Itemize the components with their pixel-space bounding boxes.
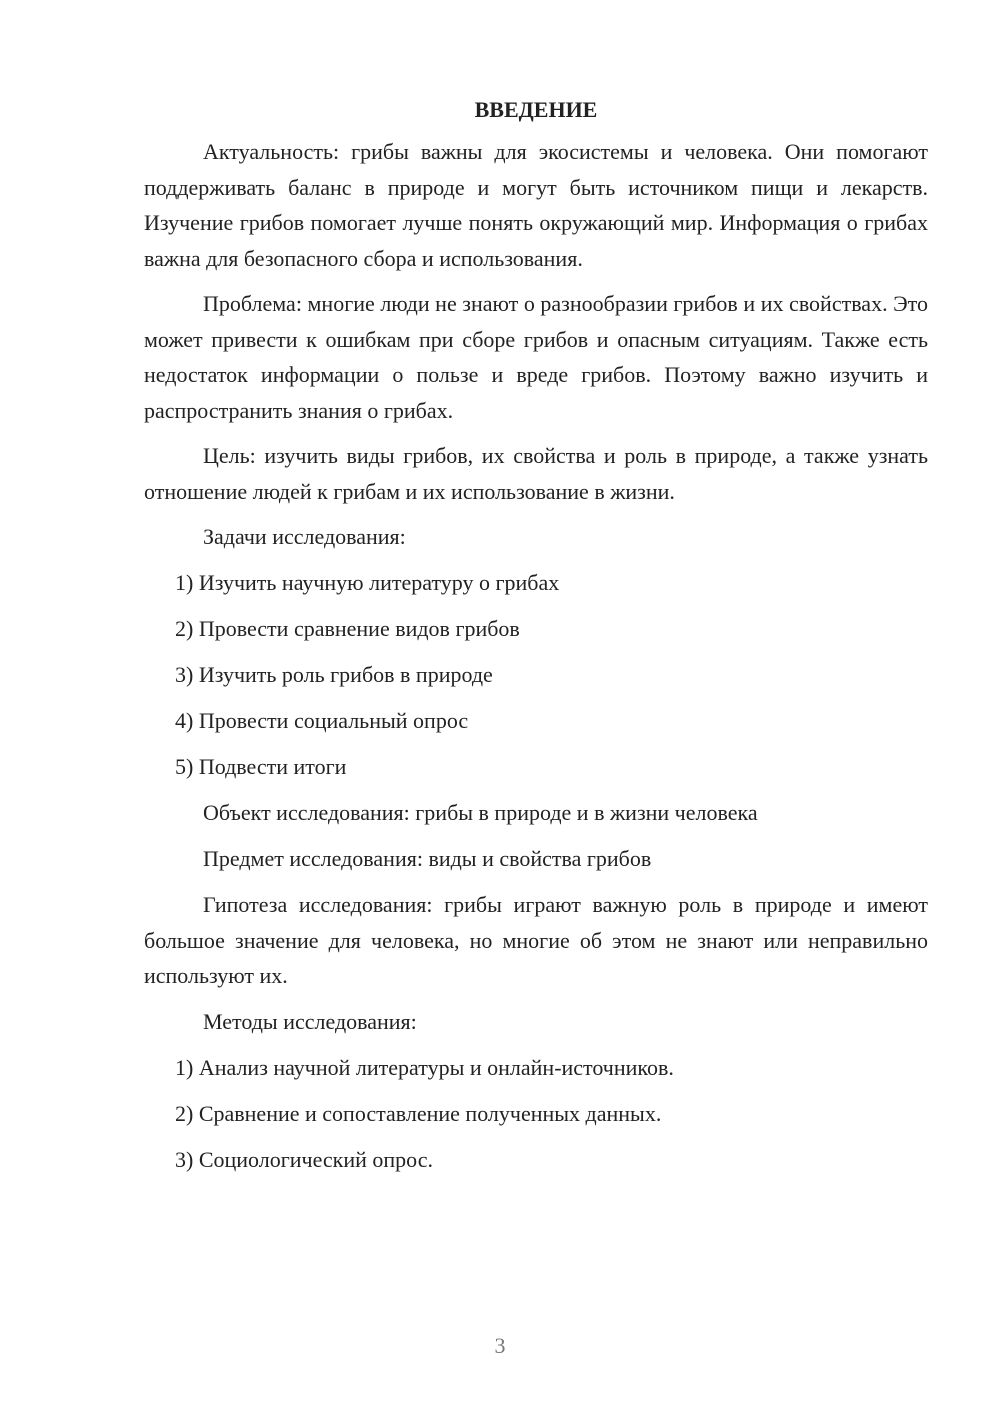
method-item: 1) Анализ научной литературы и онлайн-источников.: [175, 1054, 674, 1080]
task-item: 4) Провести социальный опрос: [175, 708, 469, 733]
section-title: ВВЕДЕНИЕ: [474, 97, 598, 122]
document-page: [144, 92, 928, 1188]
paragraph-problem: Проблема: многие люди не знают о разнообразии грибов и их свойствах. Это может привести к ошибкам при сборе грибов и опасным ситуациям. Также есть недостаток информации о пользе и вреде грибов. Поэтому важно изучить и распространить знания о грибах.: [144, 291, 928, 423]
research-subject: Предмет исследования: виды и свойства грибов: [203, 846, 652, 871]
method-item: 3) Социологический опрос.: [175, 1146, 433, 1172]
task-item: 5) Подвести итоги: [175, 754, 347, 779]
paragraph-hypothesis: Гипотеза исследования: грибы играют важную роль в природе и имеют большое значение для человека, но многие об этом не знают или неправильно используют их.: [144, 892, 928, 988]
methods-heading: Методы исследования:: [203, 1008, 417, 1034]
task-item: 3) Изучить роль грибов в природе: [175, 662, 493, 687]
paragraph-goal: Цель: изучить виды грибов, их свойства и роль в природе, а также узнать отношение людей к грибам и их использование в жизни.: [144, 443, 928, 504]
page-number: 3: [494, 1333, 506, 1358]
paragraph-relevance: Актуальность: грибы важны для экосистемы и человека. Они помогают поддерживать баланс в природе и могут быть источником пищи и лекарств. Изучение грибов помогает лучше понять окружающий мир. Информация о грибах важна для безопасного сбора и использования.: [144, 139, 928, 271]
method-item: 2) Сравнение и сопоставление полученных данных.: [175, 1100, 662, 1126]
task-item: 2) Провести сравнение видов грибов: [175, 616, 520, 641]
research-object: Объект исследования: грибы в природе и в жизни человека: [203, 800, 758, 825]
task-item: 1) Изучить научную литературу о грибах: [175, 570, 560, 595]
tasks-heading: Задачи исследования:: [203, 524, 406, 549]
